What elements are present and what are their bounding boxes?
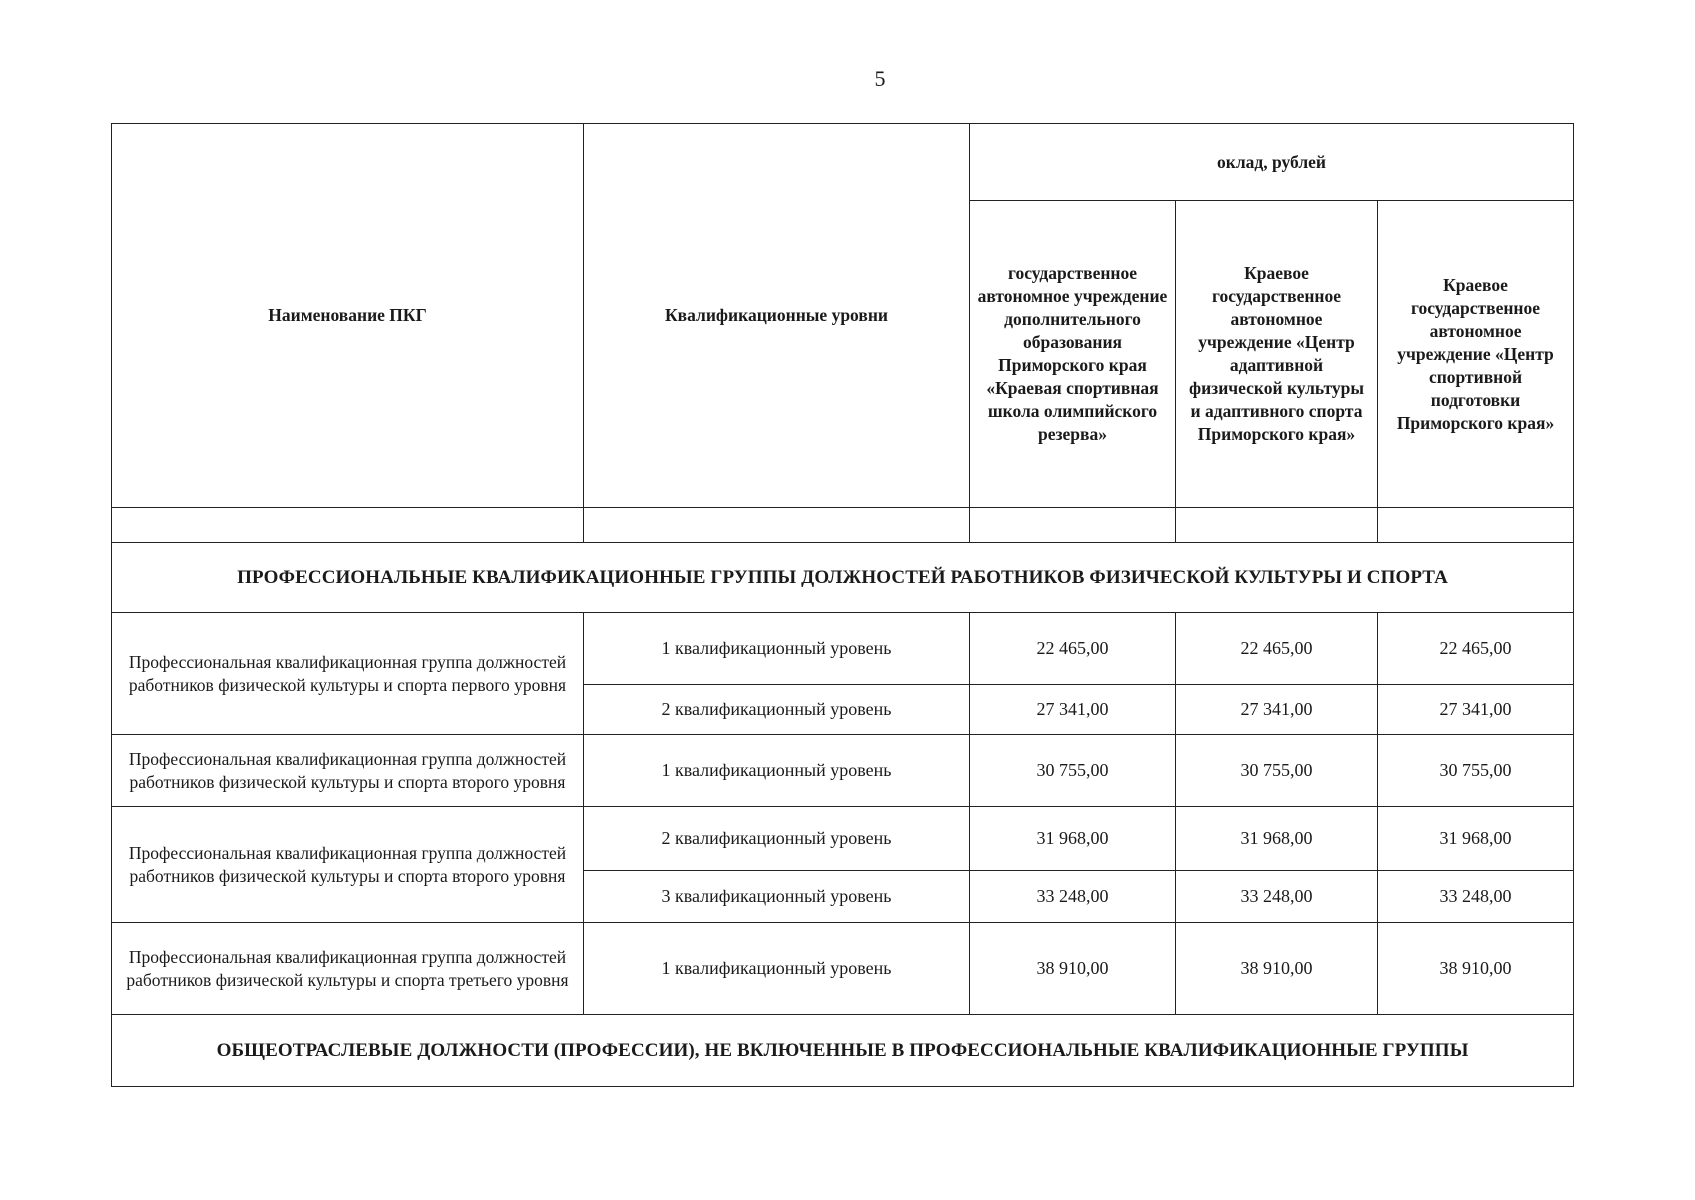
- salary-value: 38 910,00: [1378, 923, 1574, 1015]
- salary-value: 27 341,00: [970, 685, 1176, 735]
- salary-value: 31 968,00: [970, 807, 1176, 871]
- salary-value: 22 465,00: [1378, 613, 1574, 685]
- header-row-top: [112, 124, 1574, 201]
- header-salary: оклад, рублей: [970, 124, 1574, 201]
- salary-value: 38 910,00: [970, 923, 1176, 1015]
- qualification-level: 2 квалификационный уровень: [584, 807, 970, 871]
- empty-cell: [970, 508, 1176, 543]
- salary-value: 27 341,00: [1176, 685, 1378, 735]
- empty-cell: [1176, 508, 1378, 543]
- section-title-physical-culture: ПРОФЕССИОНАЛЬНЫЕ КВАЛИФИКАЦИОННЫЕ ГРУППЫ ДОЛЖНОСТЕЙ РАБОТНИКОВ ФИЗИЧЕСКОЙ КУЛЬТУРЫ И СПОРТА: [112, 543, 1574, 613]
- empty-cell: [584, 508, 970, 543]
- qualification-level: 1 квалификационный уровень: [584, 735, 970, 807]
- page-number: 5: [874, 66, 886, 91]
- table-row: [112, 735, 1574, 807]
- group-name: Профессиональная квалификационная группа должностей работников физической культуры и спорта первого уровня: [112, 613, 584, 735]
- section-row: [112, 1015, 1574, 1087]
- salary-value: 33 248,00: [970, 871, 1176, 923]
- salary-value: 27 341,00: [1378, 685, 1574, 735]
- salary-value: 30 755,00: [1176, 735, 1378, 807]
- qualification-level: 1 квалификационный уровень: [584, 613, 970, 685]
- empty-cell: [1378, 508, 1574, 543]
- header-institution-2: Краевое государственное автономное учреждение «Центр адаптивной физической культуры и адаптивного спорта Приморского края»: [1176, 201, 1378, 508]
- salary-value: 31 968,00: [1176, 807, 1378, 871]
- salary-value: 22 465,00: [1176, 613, 1378, 685]
- group-name: Профессиональная квалификационная группа должностей работников физической культуры и спорта третьего уровня: [112, 923, 584, 1015]
- salary-value: 22 465,00: [970, 613, 1176, 685]
- salary-value: 33 248,00: [1378, 871, 1574, 923]
- salary-value: 30 755,00: [970, 735, 1176, 807]
- table-row: [112, 807, 1574, 871]
- empty-row: [112, 508, 1574, 543]
- group-name: Профессиональная квалификационная группа должностей работников физической культуры и спорта второго уровня: [112, 807, 584, 923]
- header-pkg-name: Наименование ПКГ: [112, 124, 584, 508]
- header-institution-3: Краевое государственное автономное учреждение «Центр спортивной подготовки Приморского края»: [1378, 201, 1574, 508]
- salary-value: 31 968,00: [1378, 807, 1574, 871]
- salary-value: 33 248,00: [1176, 871, 1378, 923]
- qualification-level: 3 квалификационный уровень: [584, 871, 970, 923]
- section-row: [112, 543, 1574, 613]
- table-row: [112, 923, 1574, 1015]
- table-row: [112, 613, 1574, 685]
- header-institution-1: государственное автономное учреждение дополнительного образования Приморского края «Краевая спортивная школа олимпийского резерва»: [970, 201, 1176, 508]
- empty-cell: [112, 508, 584, 543]
- salary-value: 30 755,00: [1378, 735, 1574, 807]
- salary-value: 38 910,00: [1176, 923, 1378, 1015]
- salary-table: [111, 123, 1574, 1087]
- section-title-general-positions: ОБЩЕОТРАСЛЕВЫЕ ДОЛЖНОСТИ (ПРОФЕССИИ), НЕ ВКЛЮЧЕННЫЕ В ПРОФЕССИОНАЛЬНЫЕ КВАЛИФИКАЦИОННЫЕ ГРУППЫ: [112, 1015, 1574, 1087]
- qualification-level: 2 квалификационный уровень: [584, 685, 970, 735]
- header-qualification-levels: Квалификационные уровни: [584, 124, 970, 508]
- qualification-level: 1 квалификационный уровень: [584, 923, 970, 1015]
- group-name: Профессиональная квалификационная группа должностей работников физической культуры и спорта второго уровня: [112, 735, 584, 807]
